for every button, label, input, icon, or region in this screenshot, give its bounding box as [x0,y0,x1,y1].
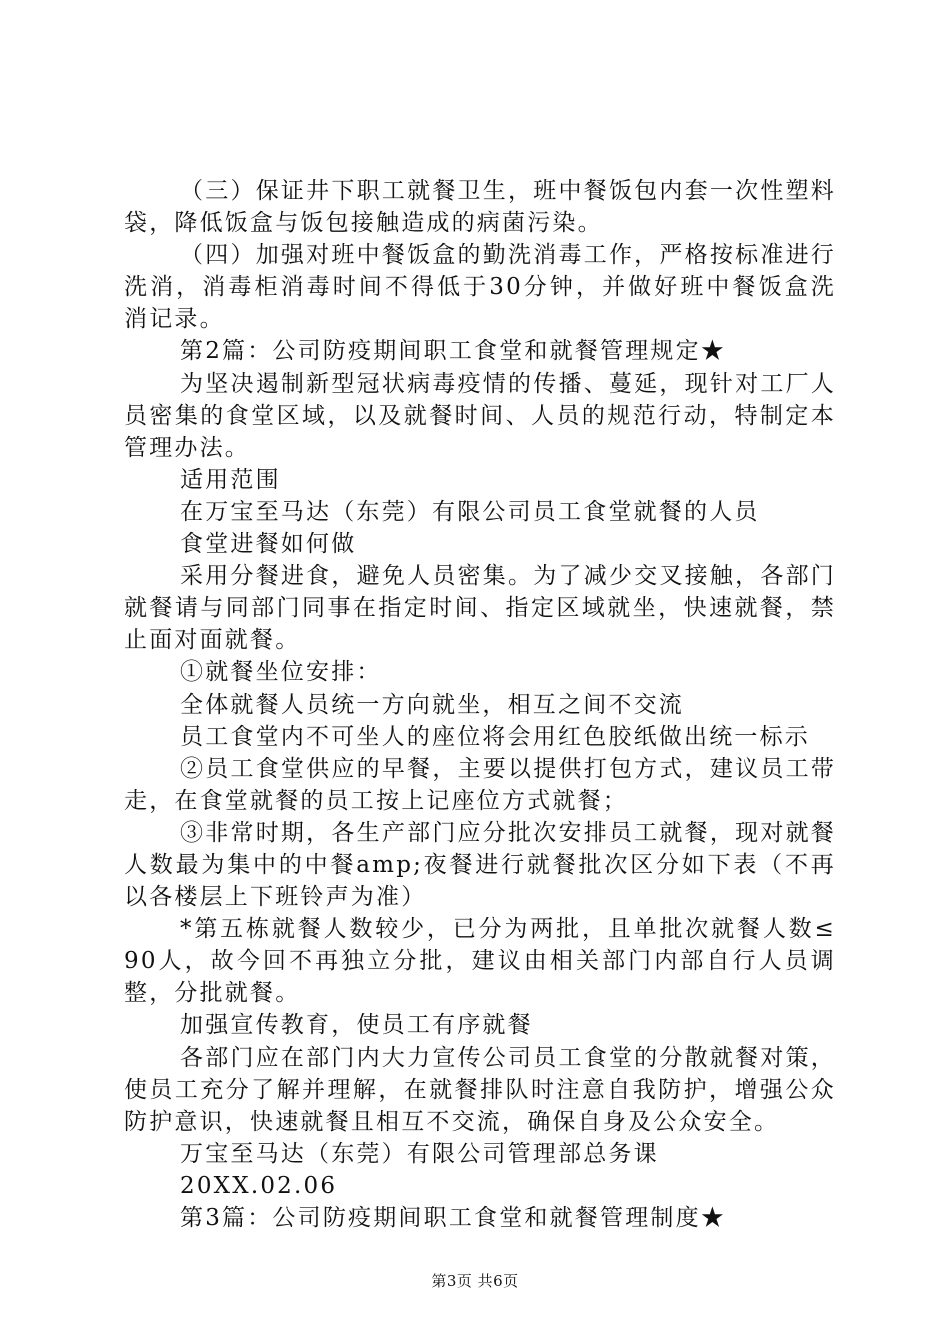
heading-part-3: 第3篇：公司防疫期间职工食堂和就餐管理制度★ [180,1205,727,1231]
paragraph-section-4: （四）加强对班中餐饭盒的勤洗消毒工作，严格按标准进行洗消，消毒柜消毒时间不得低于30分钟，并做好班中餐饭盒洗消记录。 [124,242,836,333]
subheading-scope: 适用范围 [180,466,281,493]
item-seating: ①就餐坐位安排： [180,659,382,686]
item-batches: ③非常时期，各生产部门应分批次安排员工就餐，现对就餐人数最为集中的中餐amp;夜餐进行就餐批次区分如下表（不再以各楼层上下班铃声为准） [124,819,836,911]
paragraph-intro: 为坚决遏制新型冠状病毒疫情的传播、蔓延，现针对工厂人员密集的食堂区域，以及就餐时间、人员的规范行动，特制定本管理办法。 [124,370,836,461]
item-breakfast: ②员工食堂供应的早餐，主要以提供打包方式，建议员工带走，在食堂就餐的员工按上记座位方式就餐； [124,755,836,814]
subheading-education: 加强宣传教育，使员工有序就餐 [180,1012,533,1039]
paragraph-seating-direction: 全体就餐人员统一方向就坐，相互之间不交流 [180,691,684,718]
paragraph-seating-marks: 员工食堂内不可坐人的座位将会用红色胶纸做出统一标示 [180,723,810,750]
page-number-footer: 第3页 共6页 [431,1272,519,1290]
signature-department: 万宝至马达（东莞）有限公司管理部总务课 [180,1140,659,1167]
paragraph-dining: 采用分餐进食，避免人员密集。为了减少交叉接触，各部门就餐请与同部门同事在指定时间、指定区域就坐，快速就餐，禁止面对面就餐。 [124,563,836,654]
paragraph-building-five: *第五栋就餐人数较少，已分为两批，且单批次就餐人数≤90人，故今回不再独立分批，建议由相关部门内部自行人员调整，分批就餐。 [124,916,836,1007]
subheading-dining: 食堂进餐如何做 [180,531,357,558]
paragraph-scope: 在万宝至马达（东莞）有限公司员工食堂就餐的人员 [180,498,760,525]
document-body [124,175,836,1234]
paragraph-section-3: （三）保证井下职工就餐卫生，班中餐饭包内套一次性塑料袋，降低饭盒与饭包接触造成的病菌污染。 [124,178,836,237]
signature-date: 20XX.02.06 [180,1172,338,1199]
heading-part-2: 第2篇：公司防疫期间职工食堂和就餐管理规定★ [180,338,727,365]
paragraph-education: 各部门应在部门内大力宣传公司员工食堂的分散就餐对策，使员工充分了解并理解，在就餐排队时注意自我防护，增强公众防护意识，快速就餐且相互不交流，确保自身及公众安全。 [124,1044,836,1135]
